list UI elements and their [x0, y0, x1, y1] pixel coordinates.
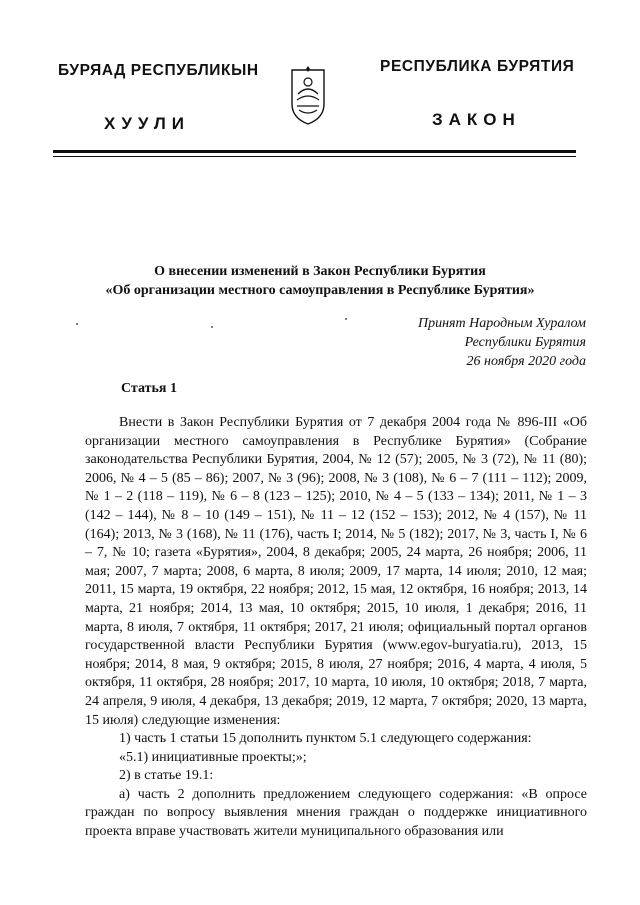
paragraph: 1) часть 1 статьи 15 дополнить пунктом 5.1 следующего содержания: [119, 731, 532, 747]
scan-speck [345, 318, 347, 320]
paragraph: а) часть 2 дополнить предложением следующего содержания: «В опросе граждан по вопросу выявления мнения граждан о поддержке инициативного проекта вправе участвовать жители муниципального образования или [85, 786, 587, 840]
header-divider-thin [53, 156, 576, 157]
law-title [60, 262, 580, 300]
header-divider-thick [53, 150, 576, 153]
adoption-date: 26 ноября 2020 года [466, 354, 586, 369]
law-title-line1: О внесении изменений в Закон Республики Бурятия [154, 264, 486, 279]
header-right-law: ЗАКОН [432, 110, 521, 129]
adoption-line2: Республики Бурятия [464, 335, 586, 350]
law-title-line2: «Об организации местного самоуправления в Республике Бурятия» [105, 283, 535, 298]
adoption-line1: Принят Народным Хуралом [417, 316, 586, 331]
scan-speck [211, 326, 213, 328]
adoption-note [360, 314, 586, 371]
article-body [85, 414, 587, 842]
header-left-republic: БУРЯАД РЕСПУБЛИКЫН [58, 62, 259, 79]
paragraph: 2) в статье 19.1: [119, 768, 214, 784]
paragraph: Внести в Закон Республики Бурятия от 7 декабря 2004 года № 896-III «Об организации местного самоуправления в Республике Бурятия» (Собрание законодательства Республики Бурятия, 2004, № 12 (57); 2005, № 3 (72), № 11 (80); 2006, № 4 – 5 (85 – 86); 2007, № 3 (96); 2008, № 3 (108), № 6 – 7 (111 – 112); 2009, № 1 – 2 (118 – 119), № 6 – 8 (123 – 125); 2010, № 4 – 5 (133 – 134); 2011, № 1 – 3 (142 – 144), № 8 – 10 (149 – 151), № 11 – 12 (152 – 153); 2012, № 4 (157), № 11 (164); 2013, № 3 (168), № 11 (176), часть I; 2014, № 5 (182); 2017, № 3, часть I, № 6 – 7, № 10; газета «Бурятия», 2004, 8 декабря; 2005, 24 марта, 26 ноября; 2006, 11 мая; 2007, 7 марта; 2008, 6 марта, 8 июля; 2009, 17 марта, 14 июля; 2010, 12 мая; 2011, 15 марта, 19 октября, 22 ноября; 2012, 15 мая, 12 октября, 16 ноября; 2013, 14 марта, 21 ноября; 2014, 13 мая, 10 октября; 2015, 10 июля, 1 декабря; 2016, 11 марта, 8 июля, 7 октября, 11 октября; 2017, 21 июля; официальный портал органов государственной власти Республики Бурятия (www.egov-buryatia.ru), 2013, 15 ноября; 2014, 8 мая, 9 октября; 2015, 8 июля, 27 ноября; 2016, 4 марта, 4 июля, 5 октября, 11 октября, 28 ноября; 2017, 10 марта, 10 июля, 10 октября; 2018, 7 марта, 24 апреля, 9 июля, 4 декабря, 13 декабря; 2019, 12 марта, 7 октября; 2020, 13 марта, 15 июля) следующие изменения: [85, 415, 587, 728]
header-right-republic: РЕСПУБЛИКА БУРЯТИЯ [380, 58, 575, 75]
article-heading: Статья 1 [121, 381, 177, 396]
header-left-law: ХУУЛИ [104, 114, 190, 133]
paragraph: «5.1) инициативные проекты;»; [119, 749, 307, 765]
coat-of-arms-icon [289, 60, 327, 126]
scan-speck [76, 323, 78, 325]
